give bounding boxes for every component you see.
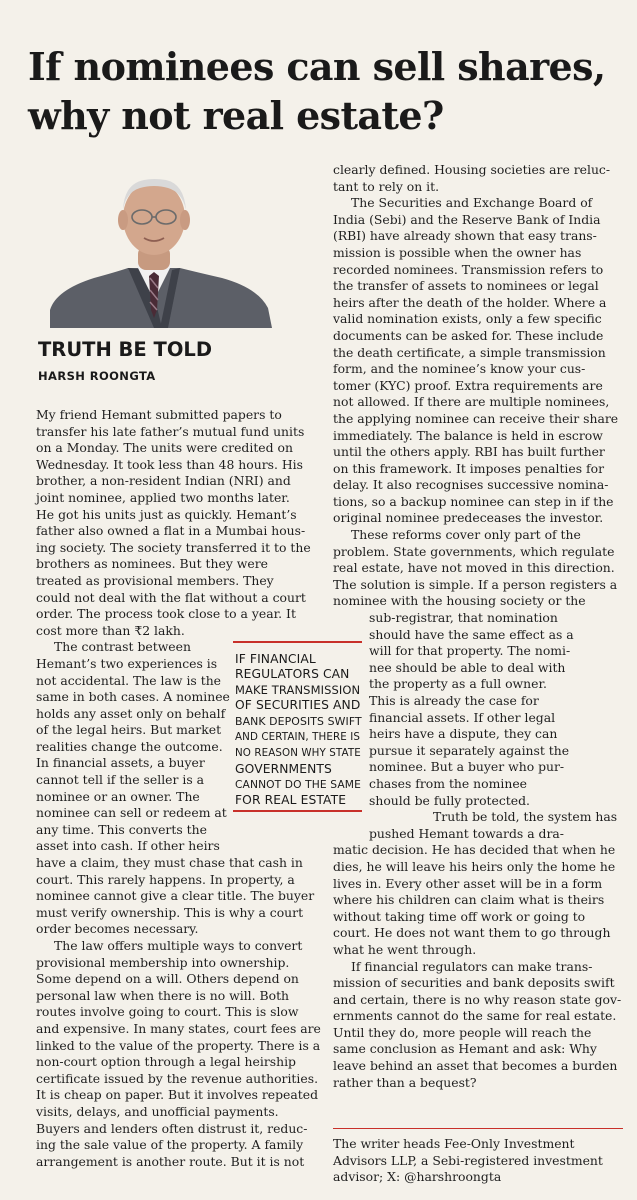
text-line: asset into cash. If other heirs (36, 838, 220, 854)
text-line: Truth be told, the system has (433, 809, 618, 825)
text-line: the property as a full owner. (369, 676, 547, 692)
text-line: personal law when there is no will. Both (36, 987, 290, 1003)
text-line: matic decision. He has decided that when he (333, 842, 616, 858)
text-line: The Securities and Exchange Board of (351, 195, 593, 211)
text-line: Hemant’s two experiences is (36, 655, 218, 671)
text-line: tomer (KYC) proof. Extra requirements are (333, 377, 603, 393)
text-line: ing society. The society transferred it to the (36, 539, 311, 555)
text-line: leave behind an asset that becomes a burden (333, 1058, 618, 1074)
text-line: nee should be able to deal with (369, 659, 566, 675)
text-line: what he went through. (333, 941, 477, 957)
text-line: ing the sale value of the property. A family (36, 1137, 304, 1153)
text-line: This is already the case for (369, 693, 539, 708)
text-line: advisor; X: @harshroongta (333, 1169, 502, 1185)
text-line: order becomes necessary. (36, 921, 199, 937)
text-line: will for that property. The nomi- (369, 643, 571, 659)
byline: HARSH ROONGTA (38, 369, 156, 383)
text-line: AND CERTAIN, THERE IS (235, 731, 361, 744)
text-line: of the legal heirs. But market (36, 722, 222, 738)
bio-divider (333, 1128, 623, 1129)
text-line: could not deal with the flat without a court (36, 589, 306, 605)
text-line: the applying nominee can receive their share (333, 410, 619, 426)
text-line: heirs have a dispute, they can (369, 726, 558, 742)
text-line: nominee cannot give a clear title. The buyer (36, 888, 315, 904)
text-line: not accidental. The law is the (36, 672, 222, 688)
text-line: arrangement is another route. But it is not (36, 1153, 305, 1169)
text-line: The law offers multiple ways to convert (54, 938, 303, 953)
text-line: documents can be asked for. These include (333, 327, 604, 343)
article-paragraph (333, 162, 623, 195)
text-line: The solution is simple. If a person registers a (333, 576, 618, 592)
text-line: mission of securities and bank deposits swift (333, 975, 615, 991)
text-line: should be fully protected. (369, 792, 530, 808)
text-line: brother, a non-resident Indian (NRI) and (36, 473, 291, 489)
text-line: and certain, there is no why reason state gov- (333, 991, 622, 1007)
text-line: nominee. But a buyer who pur- (369, 759, 565, 775)
text-line: until the others apply. RBI has built further (333, 444, 605, 460)
text-line: original nominee predeceases the investor. (333, 510, 604, 526)
text-line: court. This rarely happens. In property, a (36, 871, 295, 887)
text-line: where his children can claim what is theirs (333, 892, 605, 908)
text-line: court. He does not want them to go through (333, 925, 611, 941)
text-line: pushed Hemant towards a dra- (369, 825, 564, 841)
article-paragraph (333, 195, 623, 527)
text-line: recorded nominees. Transmission refers to (333, 261, 604, 277)
text-line: GOVERNMENTS (235, 761, 332, 776)
text-line: real estate, have not moved in this direction. (333, 560, 615, 576)
text-line: same conclusion as Hemant and ask: Why (333, 1041, 597, 1057)
text-line: Wednesday. It took less than 48 hours. His (36, 456, 303, 472)
pull-quote (233, 641, 362, 812)
text-line: lives in. Every other asset will be in a form (333, 875, 603, 891)
text-line: linked to the value of the property. There is a (36, 1037, 321, 1053)
article-paragraph (333, 809, 623, 958)
right-column (333, 162, 623, 1091)
text-line: nominee or an owner. The (36, 788, 200, 804)
text-line: tant to rely on it. (333, 178, 440, 194)
headline-line: If nominees can sell shares, (28, 44, 606, 89)
text-line: MAKE TRANSMISSION (235, 682, 361, 697)
article-paragraph (333, 527, 623, 809)
text-line: If financial regulators can make trans- (351, 958, 593, 974)
column-label: TRUTH BE TOLD (38, 338, 213, 361)
text-line: visits, delays, and unofficial payments. (36, 1103, 279, 1119)
pull-quote-text (235, 652, 362, 808)
text-line: tions, so a backup nominee can step in if the (333, 493, 614, 509)
text-line: rather than a bequest? (333, 1074, 477, 1090)
author-bio (333, 1136, 623, 1186)
text-line: have a claim, they must chase that cash in (36, 855, 303, 871)
text-line: He got his units just as quickly. Hemant’s (36, 506, 297, 522)
text-line: My friend Hemant submitted papers to (36, 407, 282, 422)
text-line: NO REASON WHY STATE (235, 747, 361, 760)
text-line: realities change the outcome. (36, 738, 223, 754)
text-line: ernments cannot do the same for real estate. (333, 1008, 617, 1024)
text-line: The contrast between (54, 639, 191, 655)
text-line: should have the same effect as a (369, 626, 574, 642)
text-line: Buyers and lenders often distrust it, reduc- (36, 1120, 308, 1136)
headline-line: why not real estate? (28, 93, 444, 138)
text-line: OF SECURITIES AND (235, 698, 361, 713)
text-line: same in both cases. A nominee (36, 689, 230, 705)
text-line: non-court option through a legal heirship (36, 1054, 296, 1070)
text-line: pursue it separately against the (369, 742, 570, 758)
text-line: financial assets. If other legal (369, 709, 556, 725)
text-line: certificate issued by the revenue authorities. (36, 1070, 319, 1086)
text-line: Advisors LLP, a Sebi-registered investment (333, 1152, 603, 1168)
text-line: holds any asset only on behalf (36, 705, 226, 721)
text-line: cannot tell if the seller is a (36, 772, 205, 788)
text-line: (RBI) have already shown that easy trans- (333, 228, 597, 244)
text-line: BANK DEPOSITS SWIFT (235, 714, 362, 728)
text-line: India (Sebi) and the Reserve Bank of India (333, 211, 601, 227)
text-line: brothers as nominees. But they were (36, 556, 268, 572)
text-line: immediately. The balance is held in escrow (333, 427, 603, 443)
author-photo (36, 160, 324, 328)
text-line: treated as provisional members. They (36, 572, 274, 588)
text-line: nominee can sell or redeem at (36, 805, 227, 821)
article-paragraph (36, 407, 326, 639)
text-line: FOR REAL ESTATE (235, 792, 347, 807)
text-line: sub-registrar, that nomination (369, 610, 558, 626)
text-line: form, and the nominee’s know your cus- (333, 361, 586, 377)
text-line: REGULATORS CAN (235, 667, 350, 682)
article-paragraph (36, 938, 326, 1170)
text-line: In financial assets, a buyer (36, 755, 205, 771)
text-line: provisional membership into ownership. (36, 954, 290, 970)
text-line: joint nominee, applied two months later. (36, 489, 290, 505)
text-line: chases from the nominee (369, 775, 527, 791)
text-line: These reforms cover only part of the (351, 527, 581, 543)
text-line: CANNOT DO THE SAME (235, 778, 361, 792)
text-line: cost more than ₹2 lakh. (36, 622, 185, 638)
text-line: delay. It also recognises successive nomina- (333, 477, 609, 493)
text-line: the death certificate, a simple transmission (333, 344, 606, 360)
text-line: the transfer of assets to nominees or legal (333, 278, 599, 294)
text-line: any time. This converts the (36, 821, 207, 837)
text-line: on this framework. It imposes penalties for (333, 460, 604, 476)
text-line: without taking time off work or going to (333, 908, 586, 924)
text-line: transfer his late father’s mutual fund units (36, 423, 305, 439)
article-paragraph (333, 959, 623, 1092)
text-line: heirs after the death of the holder. Where a (333, 294, 607, 310)
text-line: must verify ownership. This is why a court (36, 904, 304, 920)
text-line: valid nomination exists, only a few specific (333, 311, 602, 327)
text-line: routes involve going to court. This is slow (36, 1004, 299, 1020)
text-line: father also owned a flat in a Mumbai hous- (36, 523, 306, 539)
text-line: dies, he will leave his heirs only the home he (333, 858, 616, 874)
text-line: It is cheap on paper. But it involves repeated (36, 1087, 319, 1103)
text-line: order. The process took close to a year. It (36, 606, 296, 622)
text-line: IF FINANCIAL (235, 652, 316, 666)
text-line: not allowed. If there are multiple nominees, (333, 394, 610, 410)
text-line: Until they do, more people will reach the (333, 1024, 592, 1040)
text-line: The writer heads Fee-Only Investment (333, 1136, 575, 1151)
author-photo-illustration (36, 160, 324, 328)
text-line: on a Monday. The units were credited on (36, 440, 293, 456)
text-line: problem. State governments, which regulate (333, 543, 615, 559)
text-line: mission is possible when the owner has (333, 244, 582, 260)
text-line: clearly defined. Housing societies are reluc- (333, 162, 611, 177)
headline (28, 42, 628, 140)
text-line: and expensive. In many states, court fees are (36, 1020, 321, 1036)
text-line: nominee with the housing society or the (333, 593, 586, 609)
text-line: Some depend on a will. Others depend on (36, 971, 299, 987)
